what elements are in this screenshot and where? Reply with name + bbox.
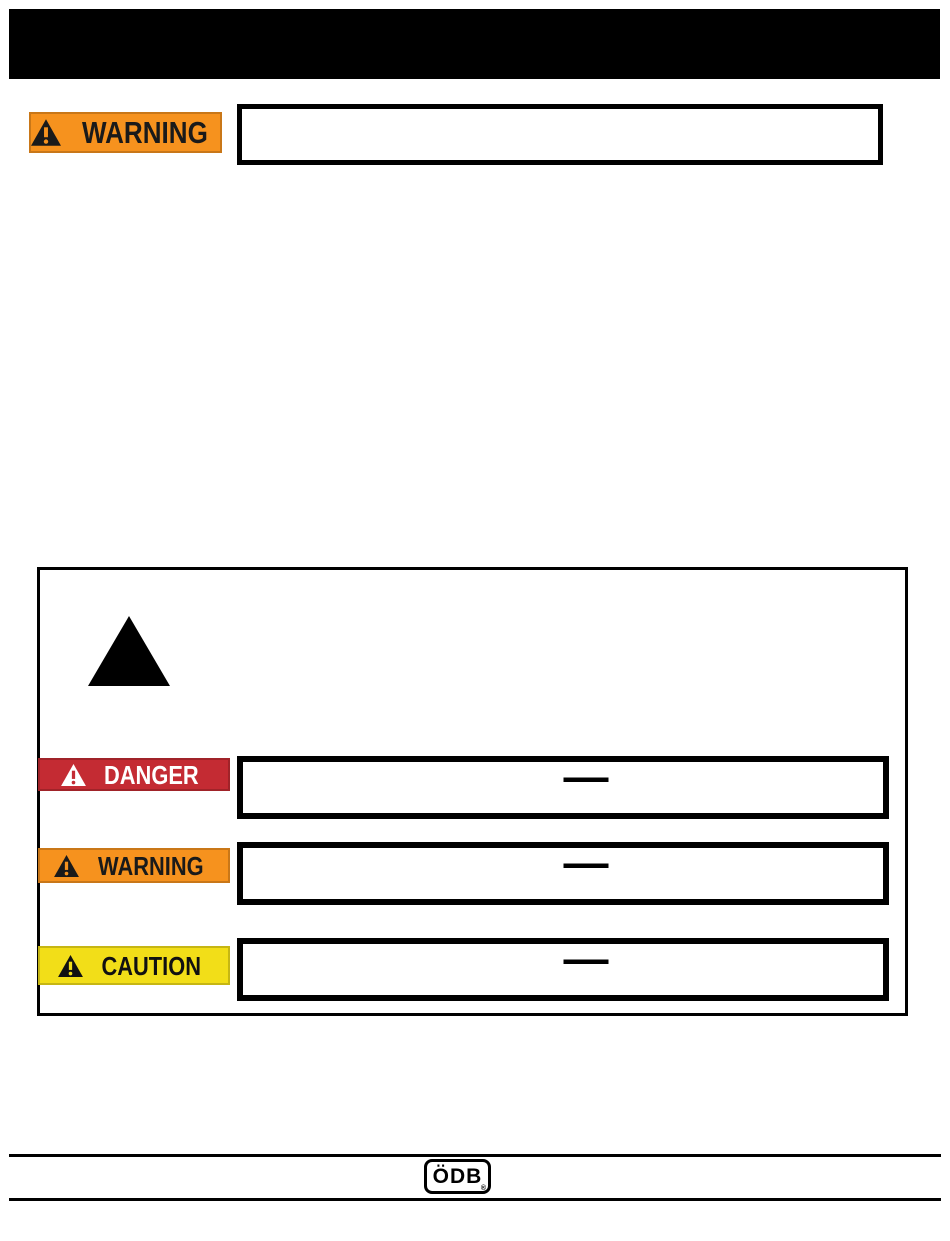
warning-banner-label: WARNING: [98, 850, 204, 881]
caution-definition-dash: —: [563, 933, 609, 984]
danger-banner: [38, 758, 230, 791]
safety-symbols-panel: [37, 567, 908, 1016]
hazard-triangle-icon: [88, 616, 170, 686]
warning-definition-box-top: [237, 104, 883, 165]
alert-triangle-icon: [54, 855, 79, 877]
caution-banner-label: CAUTION: [101, 950, 201, 981]
warning-banner-top: [29, 112, 222, 153]
alert-triangle-icon: [58, 955, 83, 977]
warning-definition-box: [237, 837, 889, 905]
caution-definition-box: [237, 933, 889, 1001]
danger-definition-dash: —: [563, 751, 609, 802]
alert-triangle-icon: [61, 764, 86, 786]
registered-trademark-mark: ®: [480, 1185, 487, 1192]
warning-banner: [38, 848, 230, 883]
danger-banner-label: DANGER: [103, 759, 199, 790]
caution-banner: [38, 946, 230, 985]
footer-rule-bottom: [9, 1198, 941, 1201]
warning-banner-top-label: WARNING: [82, 115, 208, 150]
warning-definition-dash: —: [563, 837, 609, 888]
danger-definition-box: [237, 751, 889, 819]
alert-triangle-icon: [31, 119, 61, 146]
odb-logo-text: ÖDB: [432, 1164, 483, 1188]
footer-rule-top: [9, 1154, 941, 1157]
title-bar: [9, 9, 940, 79]
odb-logo: [424, 1159, 491, 1194]
